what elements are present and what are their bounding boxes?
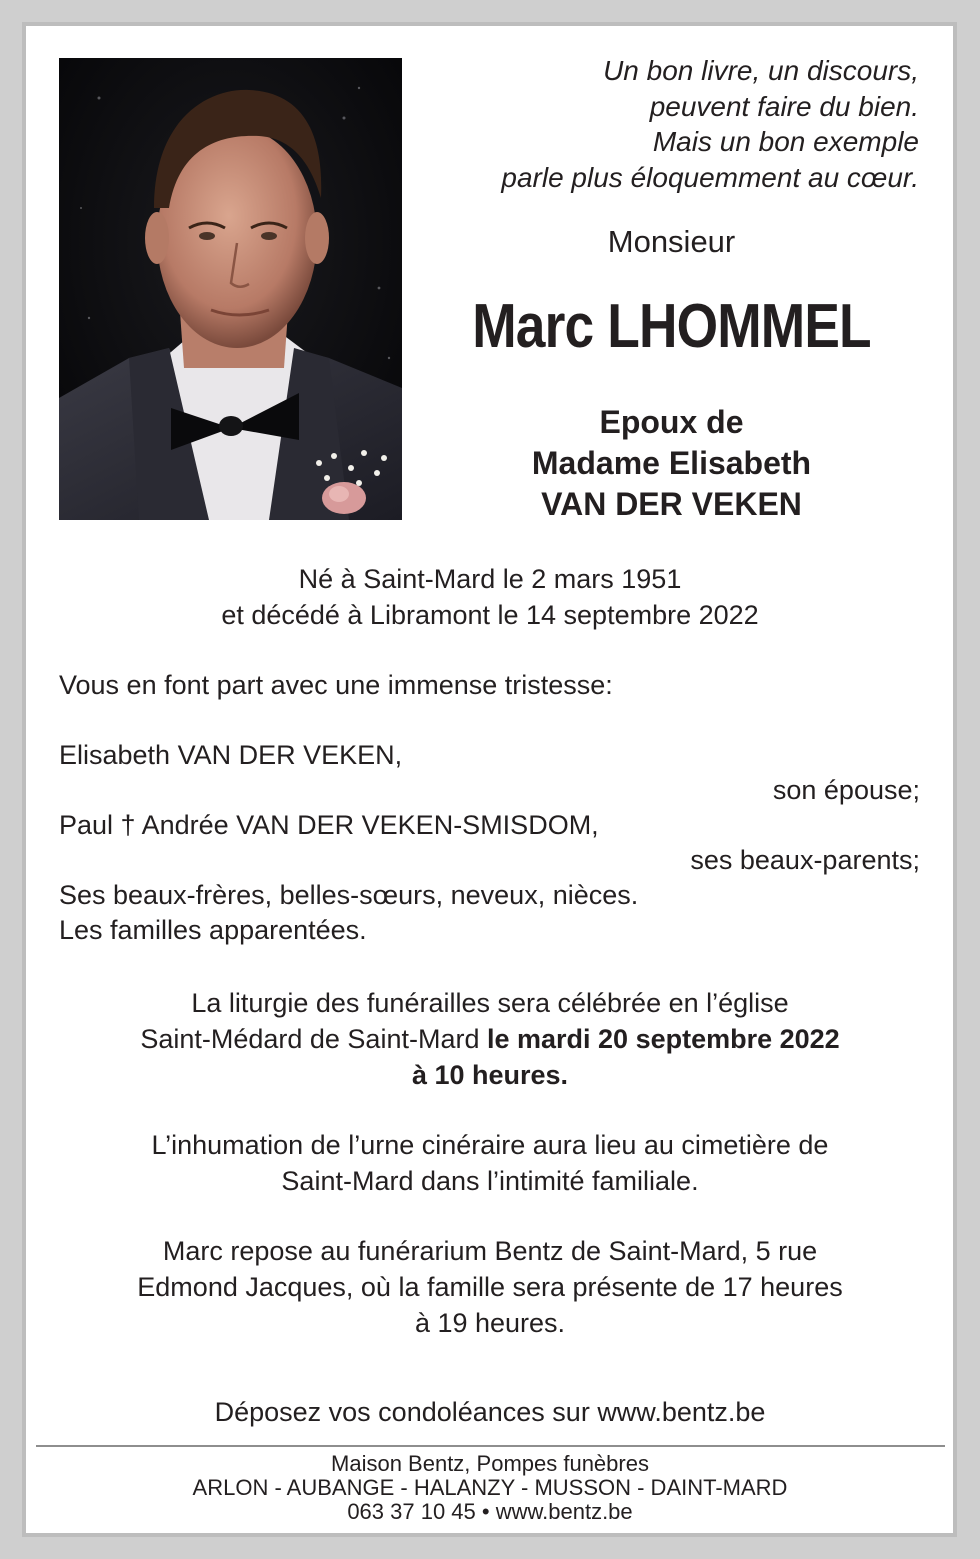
visitation-line: à 19 heures.	[414, 1308, 566, 1338]
epigraph-quote	[420, 53, 919, 195]
visitation-line: Marc repose au funérarium Bentz de Saint-Mard, 5 rue	[162, 1236, 818, 1266]
family-member-name: Elisabeth VAN DER VEKEN,	[59, 740, 403, 770]
quote-line: parle plus éloquemment au cœur.	[501, 161, 919, 193]
salutation: Monsieur	[607, 224, 736, 259]
family-member-name: Paul † Andrée VAN DER VEKEN-SMISDOM,	[59, 810, 599, 840]
burial-line: Saint-Mard dans l’intimité familiale.	[281, 1166, 699, 1196]
visitation-line: Edmond Jacques, où la famille sera présente de 17 heures	[137, 1272, 843, 1302]
footer-company: Maison Bentz, Pompes funèbres	[331, 1451, 649, 1476]
quote-line: Mais un bon exemple	[652, 126, 919, 157]
family-member-relation: ses beaux-parents;	[690, 845, 920, 875]
burial-line: L’inhumation de l’urne cinéraire aura lieu au cimetière de	[151, 1130, 829, 1160]
family-member-relation: son épouse;	[772, 775, 920, 805]
spouse-block	[420, 402, 923, 525]
funeral-date: le mardi 20 septembre 2022	[486, 1024, 840, 1054]
portrait-photo	[59, 58, 402, 520]
funeral-time: à 10 heures.	[411, 1060, 569, 1090]
burial-block	[40, 1127, 940, 1199]
spouse-line: Epoux de	[599, 404, 744, 440]
funeral-line	[40, 1021, 940, 1057]
quote-line: Un bon livre, un discours,	[603, 55, 919, 86]
funeral-block	[40, 985, 940, 1093]
relatives-line: Les familles apparentées.	[59, 915, 367, 945]
dates-block	[40, 561, 940, 633]
quote-line: peuvent faire du bien.	[649, 90, 919, 122]
footer-divider	[36, 1445, 945, 1447]
spouse-line: Madame Elisabeth	[531, 445, 812, 481]
birth-line: Né à Saint-Mard le 2 mars 1951	[298, 564, 682, 594]
footer-block	[40, 1452, 940, 1524]
announcement: Vous en font part avec une immense tristesse:	[59, 670, 613, 700]
visitation-block	[40, 1233, 940, 1341]
footer-contact: 063 37 10 45 • www.bentz.be	[347, 1499, 633, 1524]
condolences-line: Déposez vos condoléances sur www.bentz.be	[214, 1397, 766, 1427]
footer-locations: ARLON - AUBANGE - HALANZY - MUSSON - DAINT-MARD	[192, 1475, 788, 1500]
spouse-line: VAN DER VEKEN	[541, 486, 802, 522]
funeral-line: La liturgie des funérailles sera célébrée en l’église	[191, 988, 789, 1018]
relatives-line: Ses beaux-frères, belles-sœurs, neveux, nièces.	[59, 880, 639, 910]
funeral-church: Saint-Médard de Saint-Mard	[140, 1024, 487, 1054]
deceased-name: Marc LHOMMEL	[472, 292, 871, 361]
death-line: et décédé à Libramont le 14 septembre 2022	[221, 600, 759, 630]
